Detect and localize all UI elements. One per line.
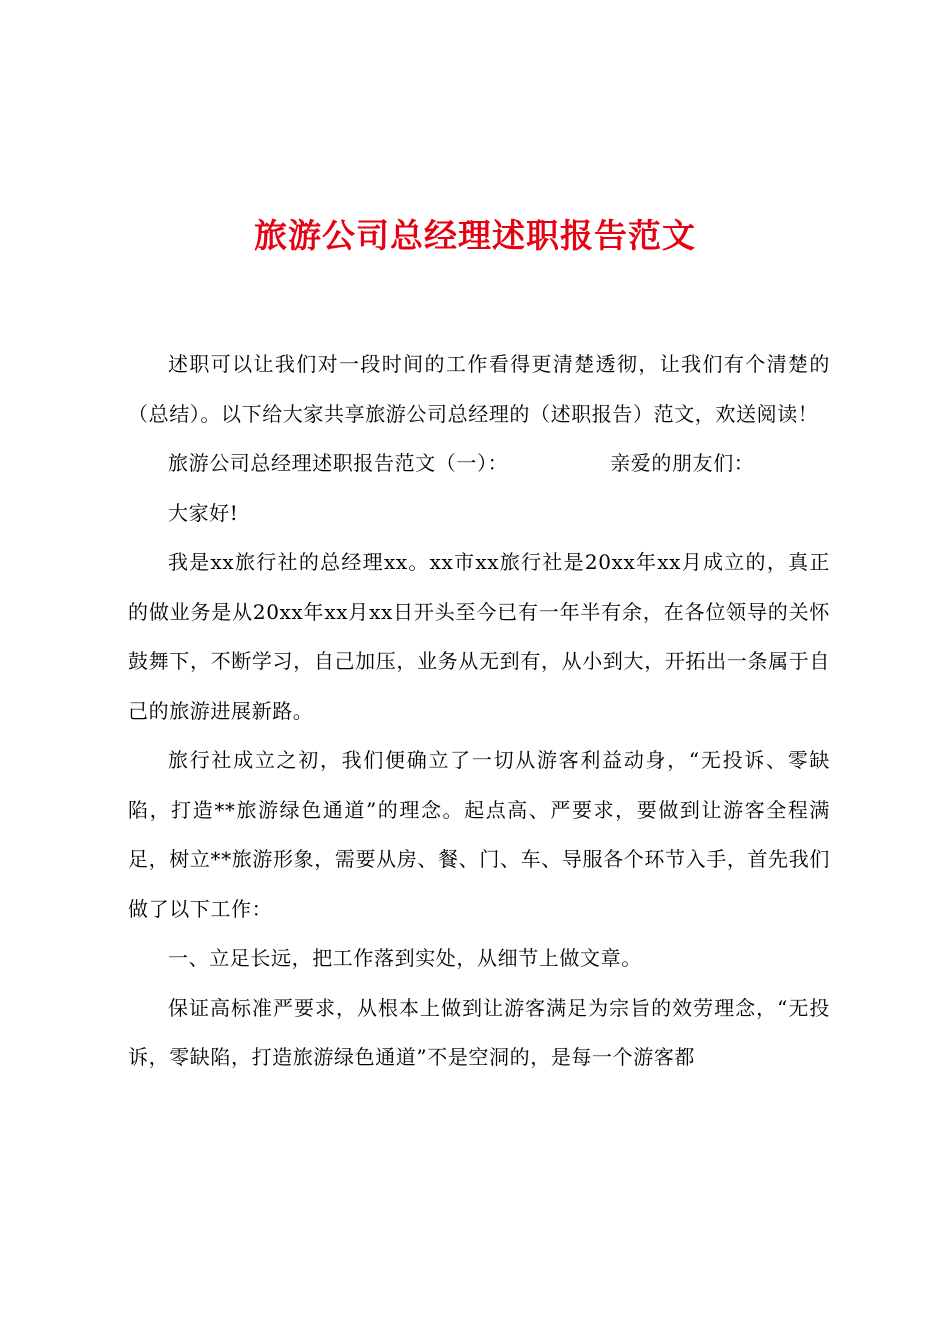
document-body: [128, 340, 830, 1083]
document-title: 旅游公司总经理述职报告范文: [254, 216, 696, 255]
paragraph-intro: 述职可以让我们对一段时间的工作看得更清楚透彻，让我们有个清楚的（总结）。以下给大家共享旅游公司总经理的（述职报告）范文，欢送阅读！: [128, 352, 830, 426]
paragraph-heading-line: [128, 439, 830, 489]
paragraph-founding: 旅行社成立之初，我们便确立了一切从游客利益动身，“无投诉、零缺陷，打造**旅游绿色通道”的理念。起点高、严要求，要做到让游客全程满足，树立**旅游形象，需要从房、餐、门、车、导服各个环节入手，首先我们做了以下工作：: [128, 748, 830, 921]
paragraph-hello: 大家好!: [168, 500, 239, 525]
paragraph-standards: 保证高标准严要求，从根本上做到让游客满足为宗旨的效劳理念，“无投诉，零缺陷，打造旅游绿色通道”不是空洞的，是每一个游客都: [128, 995, 830, 1069]
paragraph-self-intro: 我是xx旅行社的总经理xx。xx市xx旅行社是20xx年xx月成立的，真正的做业务是从20xx年xx月xx日开头至今已有一年半有余，在各位领导的关怀鼓舞下，不断学习，自己加压，业务从无到有，从小到大，开拓出一条属于自己的旅游进展新路。: [128, 550, 830, 723]
paragraph-point-one: 一、立足长远，把工作落到实处，从细节上做文章。: [168, 946, 642, 970]
section-heading: 旅游公司总经理述职报告范文（一）：: [168, 451, 509, 475]
greeting: 亲爱的朋友们：: [610, 451, 755, 475]
